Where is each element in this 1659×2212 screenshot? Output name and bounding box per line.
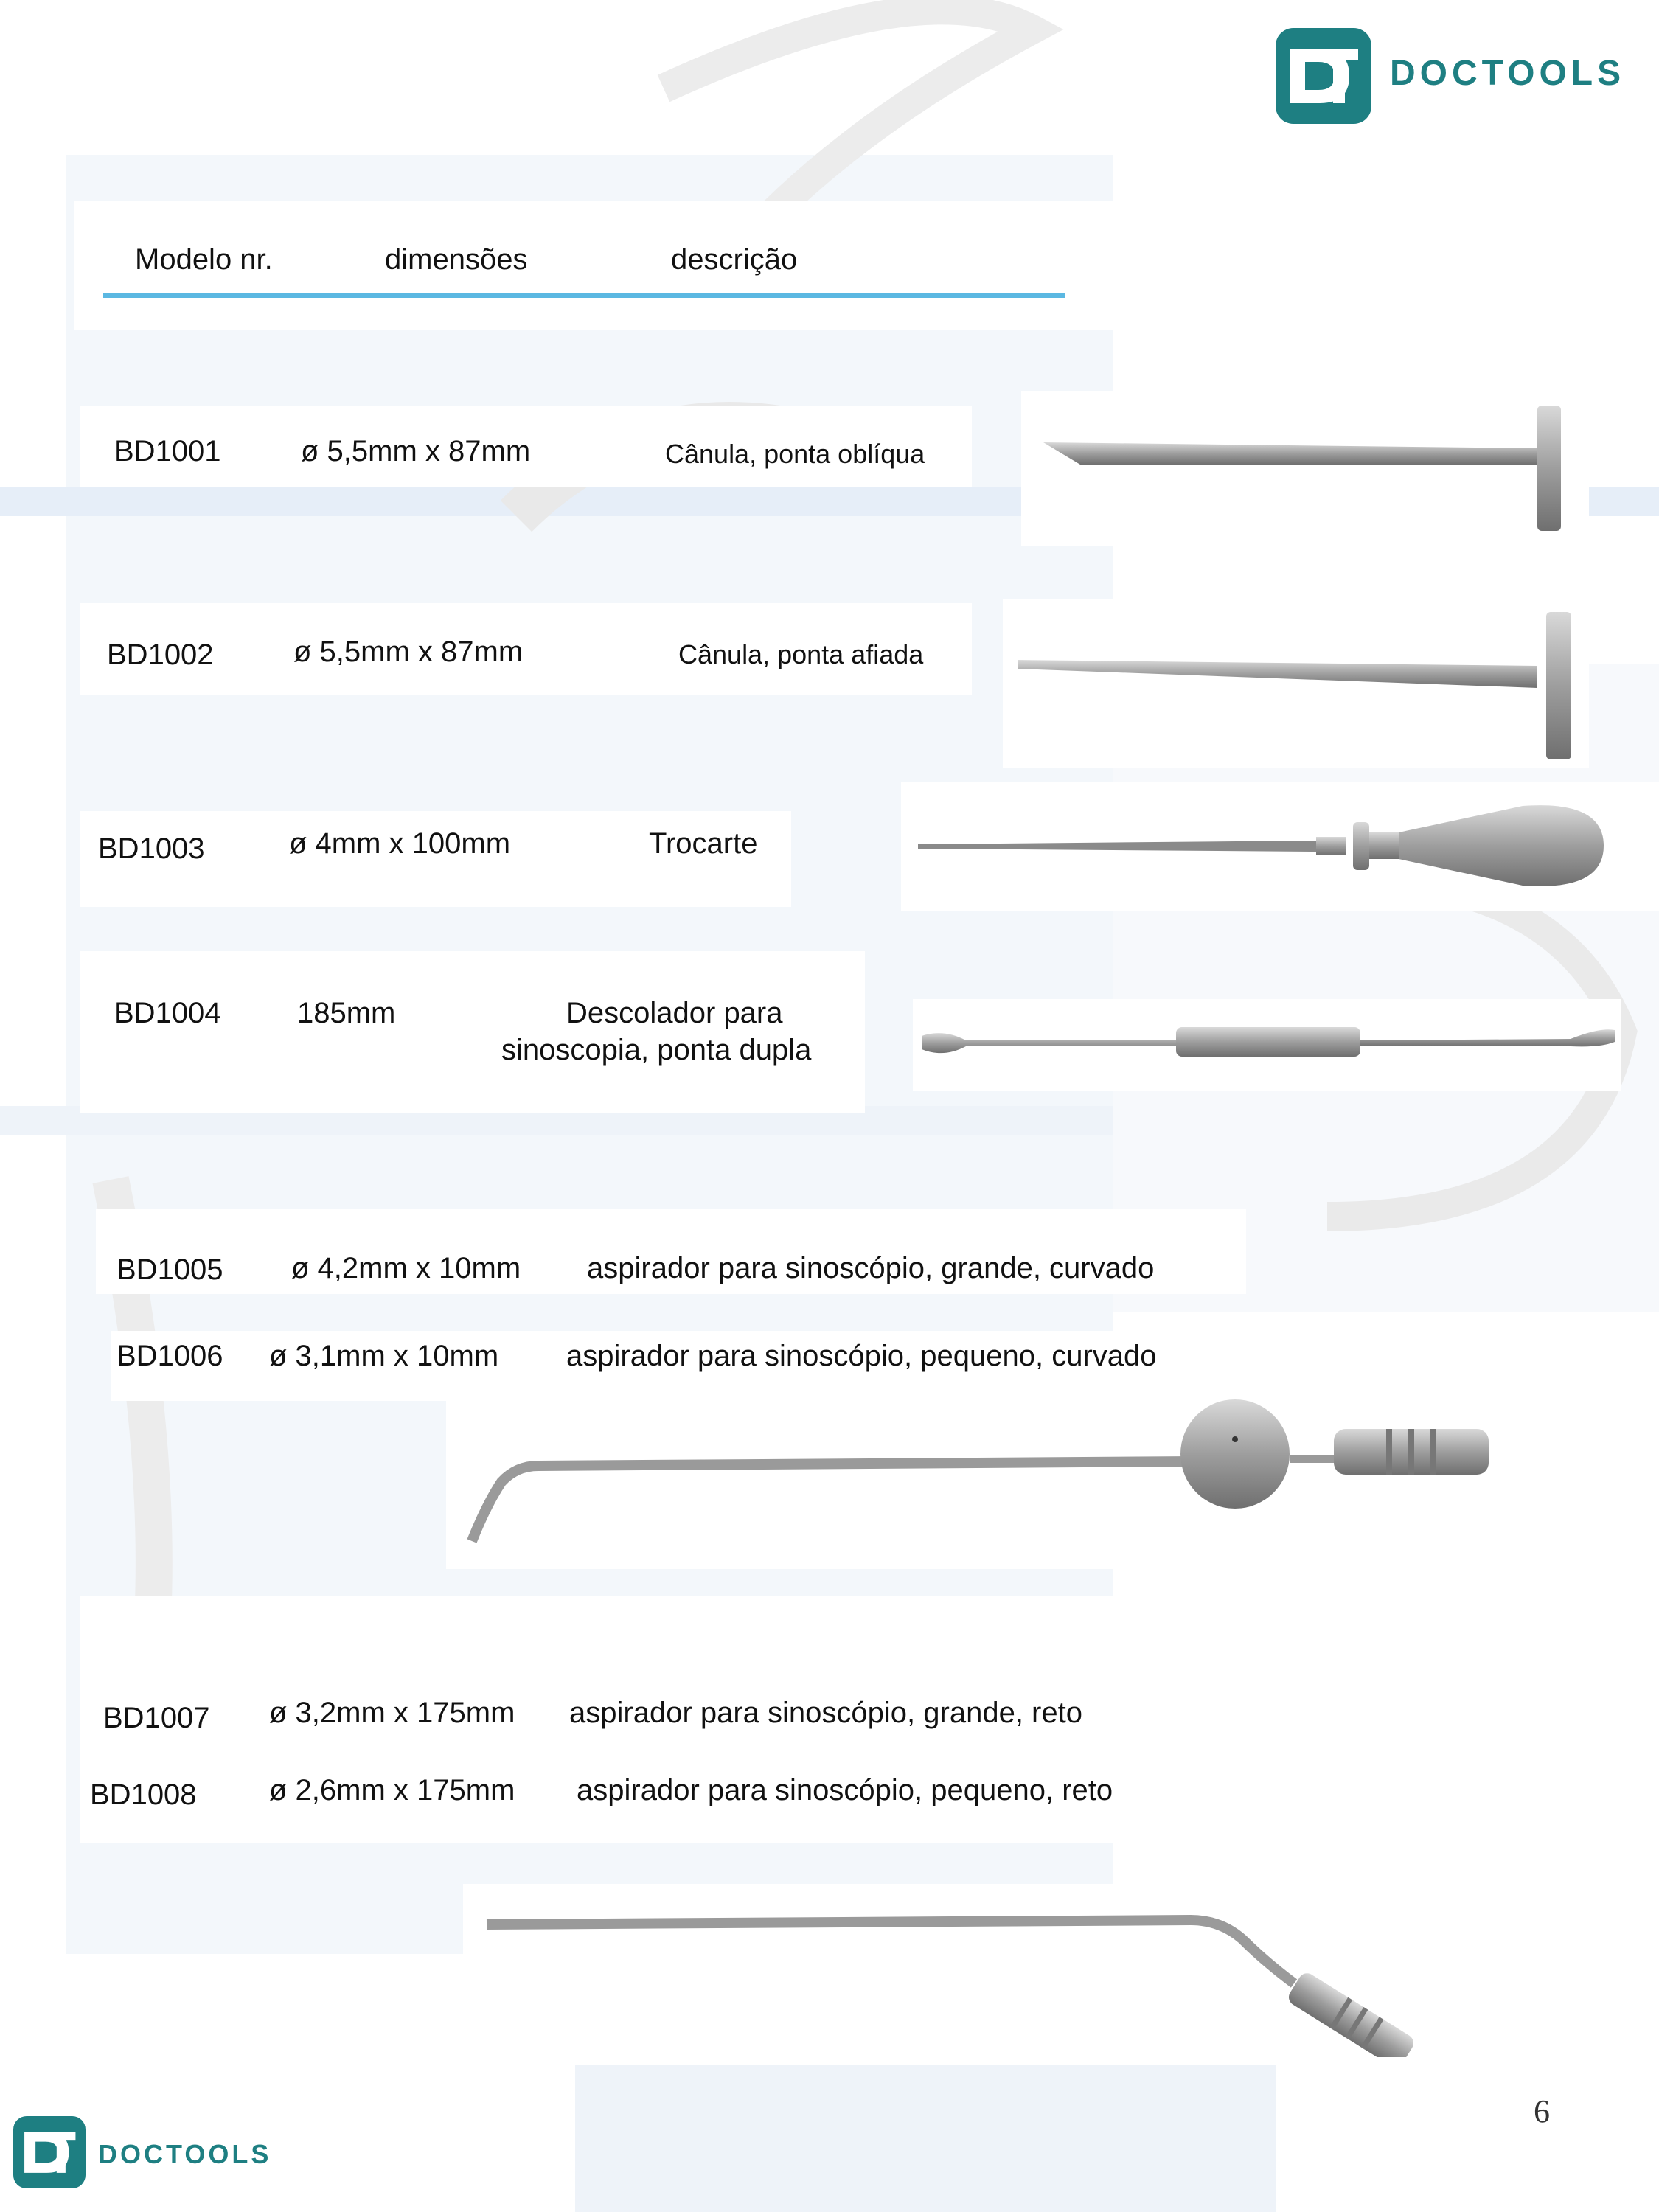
double-ended-elevator-icon [922,1014,1615,1073]
description-bd1005: aspirador para sinoscópio, grande, curvado [587,1252,1155,1284]
description-bd1003: Trocarte [649,827,758,860]
dimensions-bd1004: 185mm [297,997,396,1029]
cannula-sharp-tip-icon [1014,608,1582,763]
description-bd1004-line2: sinoscopia, ponta dupla [501,1034,812,1066]
model-bd1006: BD1006 [116,1340,223,1372]
description-bd1006: aspirador para sinoscópio, pequeno, curvado [566,1340,1157,1372]
cannula-oblique-tip-icon [1036,398,1582,538]
dimensions-bd1008: ø 2,6mm x 175mm [269,1774,515,1806]
header-description: descrição [671,243,798,276]
brand-name: DOCTOOLS [1390,54,1626,93]
dimensions-bd1001: ø 5,5mm x 87mm [301,435,531,467]
description-bd1008: aspirador para sinoscópio, pequeno, reto [577,1774,1113,1806]
brand-logo-mark [1276,28,1371,124]
dimensions-bd1005: ø 4,2mm x 10mm [291,1252,521,1284]
dimensions-bd1002: ø 5,5mm x 87mm [293,636,524,668]
model-bd1002: BD1002 [107,639,214,671]
model-bd1004: BD1004 [114,997,221,1029]
dimensions-bd1006: ø 3,1mm x 10mm [269,1340,499,1372]
dimensions-bd1007: ø 3,2mm x 175mm [269,1697,515,1729]
description-bd1004-line1: Descolador para [566,997,783,1029]
description-bd1001: Cânula, ponta oblíqua [665,439,925,469]
header-divider [103,293,1065,298]
straight-suction-tube-icon [483,1895,1456,2057]
page-number: 6 [1534,2093,1550,2129]
trocar-icon [918,800,1611,896]
model-bd1008: BD1008 [90,1778,197,1811]
model-bd1007: BD1007 [103,1702,210,1734]
header-model: Modelo nr. [135,243,273,276]
model-bd1003: BD1003 [98,832,205,865]
model-bd1001: BD1001 [114,435,221,467]
description-bd1002: Cânula, ponta afiada [678,639,924,669]
footer-brand-name: DOCTOOLS [98,2139,272,2169]
model-bd1005: BD1005 [116,1253,223,1286]
dt-logo-icon [1276,28,1371,124]
curved-suction-tube-icon [457,1394,1563,1563]
header-dimensions: dimensões [385,243,528,276]
footer-logo-mark [13,2116,86,2188]
description-bd1007: aspirador para sinoscópio, grande, reto [569,1697,1082,1729]
dt-logo-icon [13,2116,86,2188]
dimensions-bd1003: ø 4mm x 100mm [289,827,511,860]
